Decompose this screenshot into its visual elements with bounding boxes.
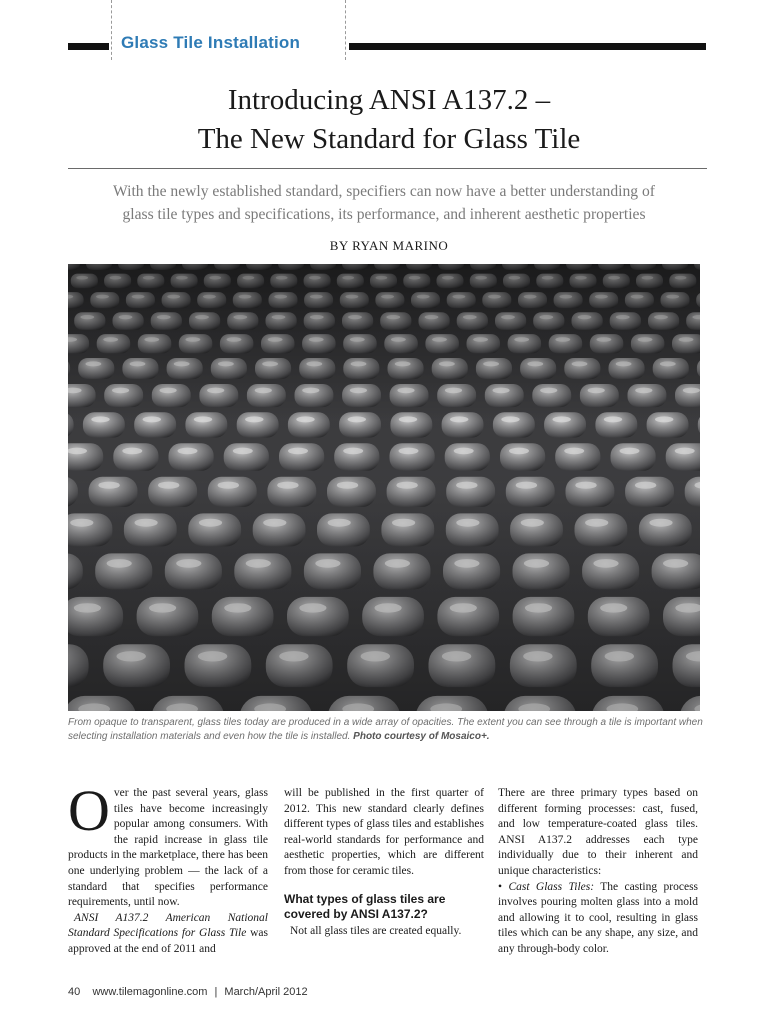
header-bar-right — [349, 43, 706, 50]
title-rule — [68, 168, 707, 169]
body-paragraph — [68, 778, 268, 911]
body-paragraph: There are three primary types based on different forming processes: cast, fused, and low temperature-coated glass tiles. ANSI A137.2 addresses each type individually due to their inherent and unique characteristics: — [498, 787, 698, 877]
body-column-2 — [284, 786, 484, 939]
drop-cap: O — [68, 778, 110, 843]
caption-text: From opaque to transparent, glass tiles today are produced in a wide array of opacities. The extent you can see through a tile is important when selecting installation materials and even how the tile is installed. — [68, 717, 703, 742]
bullet-text: The casting process involves pouring molten glass into a mold and allowing it to cool, resulting in glass tiles which can be any shape, any size, and any through-body color. — [498, 880, 699, 955]
glass-tile-image — [68, 264, 700, 711]
article-deck-line1: With the newly established standard, specifiers can now have a better understanding of — [113, 183, 655, 200]
photo-caption — [68, 716, 708, 744]
bullet-title: Cast Glass Tiles: — [508, 880, 595, 893]
website-link[interactable]: www.tilemagonline.com — [92, 986, 208, 998]
subheading: What types of glass tiles are covered by ANSI A137.2? — [284, 891, 446, 921]
glass-tile-photo — [68, 264, 700, 711]
body-column-1 — [68, 778, 268, 958]
page-number: 40 — [68, 986, 81, 998]
header-bar-left — [68, 43, 109, 50]
footer-separator: | — [214, 986, 218, 998]
header-divider-right — [345, 0, 346, 60]
article-deck-line2: glass tile types and specifications, its performance, and inherent aesthetic properties — [122, 206, 646, 223]
body-paragraph — [68, 911, 268, 958]
body-text: ver the past several years, glass tiles have become increasingly popular among consumers. With the rapid increase in glass tile products in the marketplace, there has been one underlying problem — the lack of a standard that specifies performance requirements, until now. — [68, 787, 268, 909]
byline: BY RYAN MARINO — [329, 238, 449, 253]
photo-credit: Photo courtesy of Mosaico+. — [353, 731, 490, 742]
body-text: was approved at the end of 2011 and — [68, 927, 268, 955]
article-title-line2: The New Standard for Glass Tile — [197, 123, 581, 155]
issue-date: March/April 2012 — [224, 986, 308, 998]
bullet-item: • Cast Glass Tiles: The casting process involves pouring molten glass into a mold and allowing it to cool, resulting in glass tiles which can be any shape, any size, and any through-body color. — [498, 880, 699, 955]
body-column-3 — [498, 786, 698, 958]
body-paragraph: Not all glass tiles are created equally. — [290, 924, 462, 937]
article-title-line1: Introducing ANSI A137.2 – — [227, 84, 551, 116]
standard-name: ANSI A137.2 American National Standard Specifications for Glass Tile — [68, 911, 268, 940]
section-label: Glass Tile Installation — [121, 33, 301, 52]
page-footer — [68, 986, 308, 998]
body-paragraph: will be published in the first quarter of 2012. This new standard clearly defines different types of glass tiles and establishes real-world standards for performance and aesthetic properties, which are different from those for ceramic tiles. — [284, 787, 484, 877]
header-divider-left — [111, 0, 112, 60]
